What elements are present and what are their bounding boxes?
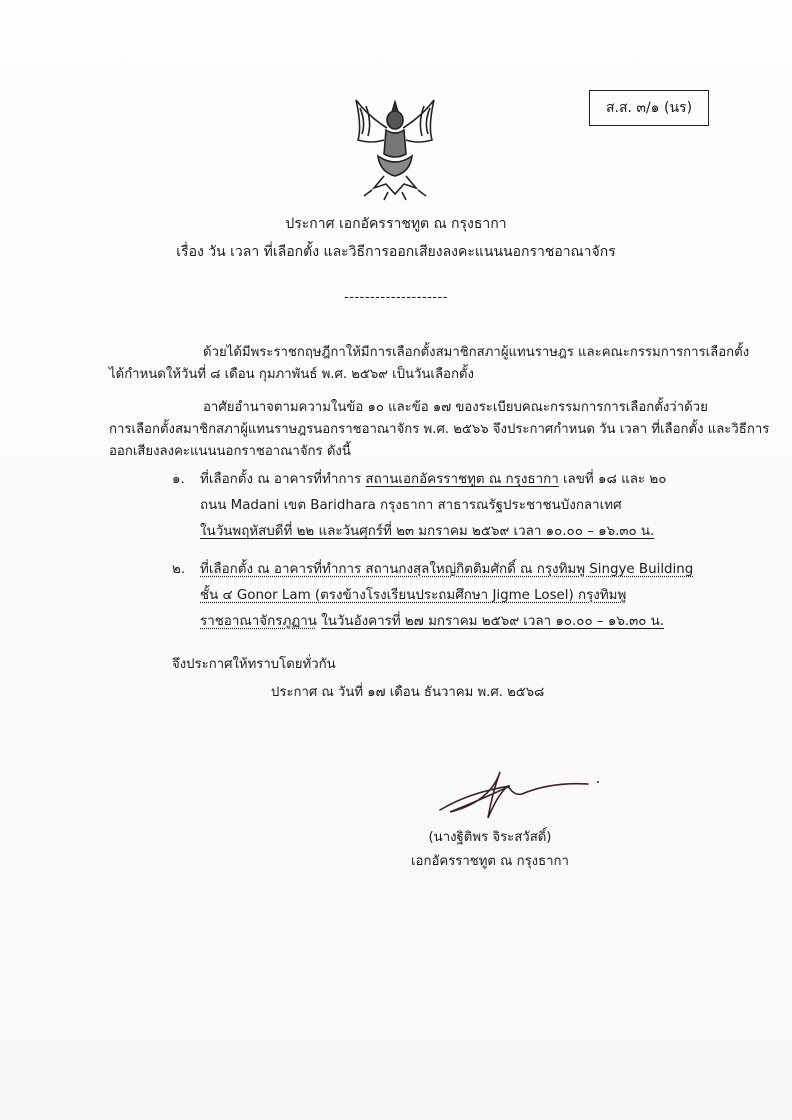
paragraph-1-line-1: ด้วยได้มีพระราชกฤษฎีกาให้มีการเลือกตั้งสมาชิกสภาผู้แทนราษฎร และคณะกรรมการการเลือกตั้ง — [203, 345, 750, 360]
announcement-title: ประกาศ เอกอัครราชทูต ณ กรุงธากา — [285, 216, 507, 232]
closing-statement: จึงประกาศให้ทราบโดยทั่วกัน — [172, 657, 336, 672]
signature-icon — [430, 762, 610, 822]
item-2-line-1: ที่เลือกตั้ง ณ อาคารที่ทำการ สถานกงสุลใหญ่กิตติมศักดิ์ ณ กรุงทิมพู Singye Building — [200, 562, 694, 577]
form-code-box — [589, 90, 709, 126]
paragraph-2-line-1: อาศัยอำนาจตามความในข้อ ๑๐ และข้อ ๑๗ ของระเบียบคณะกรรมการการเลือกตั้งว่าด้วย — [203, 400, 708, 415]
item-2-number: ๒. — [172, 562, 186, 577]
item-1-line-1 — [200, 468, 666, 491]
item-1-number: ๑. — [172, 472, 185, 487]
paragraph-2-line-3: ออกเสียงลงคะแนนนอกราชอาณาจักร ดังนี้ — [109, 444, 351, 459]
signatory-name: (นางฐิติพร จิระสวัสดิ์) — [428, 830, 552, 845]
item-2-datetime: ในวันอังคารที่ ๒๗ มกราคม ๒๕๖๙ เวลา ๑๐.๐๐ – ๑๖.๓๐ น. — [321, 614, 665, 629]
item-1-line-2: ถนน Madani เขต Baridhara กรุงธากา สาธารณรัฐประชาชนบังกลาเทศ — [200, 498, 622, 513]
item-1-line-3 — [200, 520, 654, 543]
item-1-venue: สถานเอกอัครราชทูต ณ กรุงธากา — [365, 472, 559, 487]
separator: -------------------- — [344, 290, 448, 305]
item-1-datetime: ในวันพฤหัสบดีที่ ๒๒ และวันศุกร์ที่ ๒๓ มกราคม ๒๕๖๙ เวลา ๑๐.๐๐ – ๑๖.๓๐ น. — [200, 524, 655, 539]
announcement-subject: เรื่อง วัน เวลา ที่เลือกตั้ง และวิธีการออกเสียงลงคะแนนนอกราชอาณาจักร — [176, 244, 616, 260]
item-2-line-2: ชั้น ๔ Gonor Lam (ตรงข้างโรงเรียนประถมศึกษา Jigme Losel) กรุงทิมพู — [200, 588, 627, 603]
item-2-country: ราชอาณาจักรภูฏาน — [200, 614, 317, 629]
issued-date: ประกาศ ณ วันที่ ๑๗ เดือน ธันวาคม พ.ศ. ๒๕๖๘ — [271, 685, 545, 700]
item-1-prefix: ที่เลือกตั้ง ณ อาคารที่ทำการ — [200, 472, 366, 487]
signatory-position: เอกอัครราชทูต ณ กรุงธากา — [411, 854, 569, 869]
paragraph-1-line-2: ได้กำหนดให้วันที่ ๘ เดือน กุมภาพันธ์ พ.ศ. ๒๕๖๙ เป็นวันเลือกตั้ง — [109, 367, 474, 382]
paragraph-2-line-2: การเลือกตั้งสมาชิกสภาผู้แทนราษฎรนอกราชอาณาจักร พ.ศ. ๒๕๖๖ จึงประกาศกำหนด วัน เวลา ที่เลือกตั้ง และวิธีการ — [109, 422, 770, 437]
form-code: ส.ส. ๓/๑ (นร) — [605, 100, 693, 116]
item-1-suffix: เลขที่ ๑๘ และ ๒๐ — [558, 472, 667, 487]
item-2-line-3 — [200, 610, 664, 633]
garuda-emblem-icon — [348, 96, 442, 202]
